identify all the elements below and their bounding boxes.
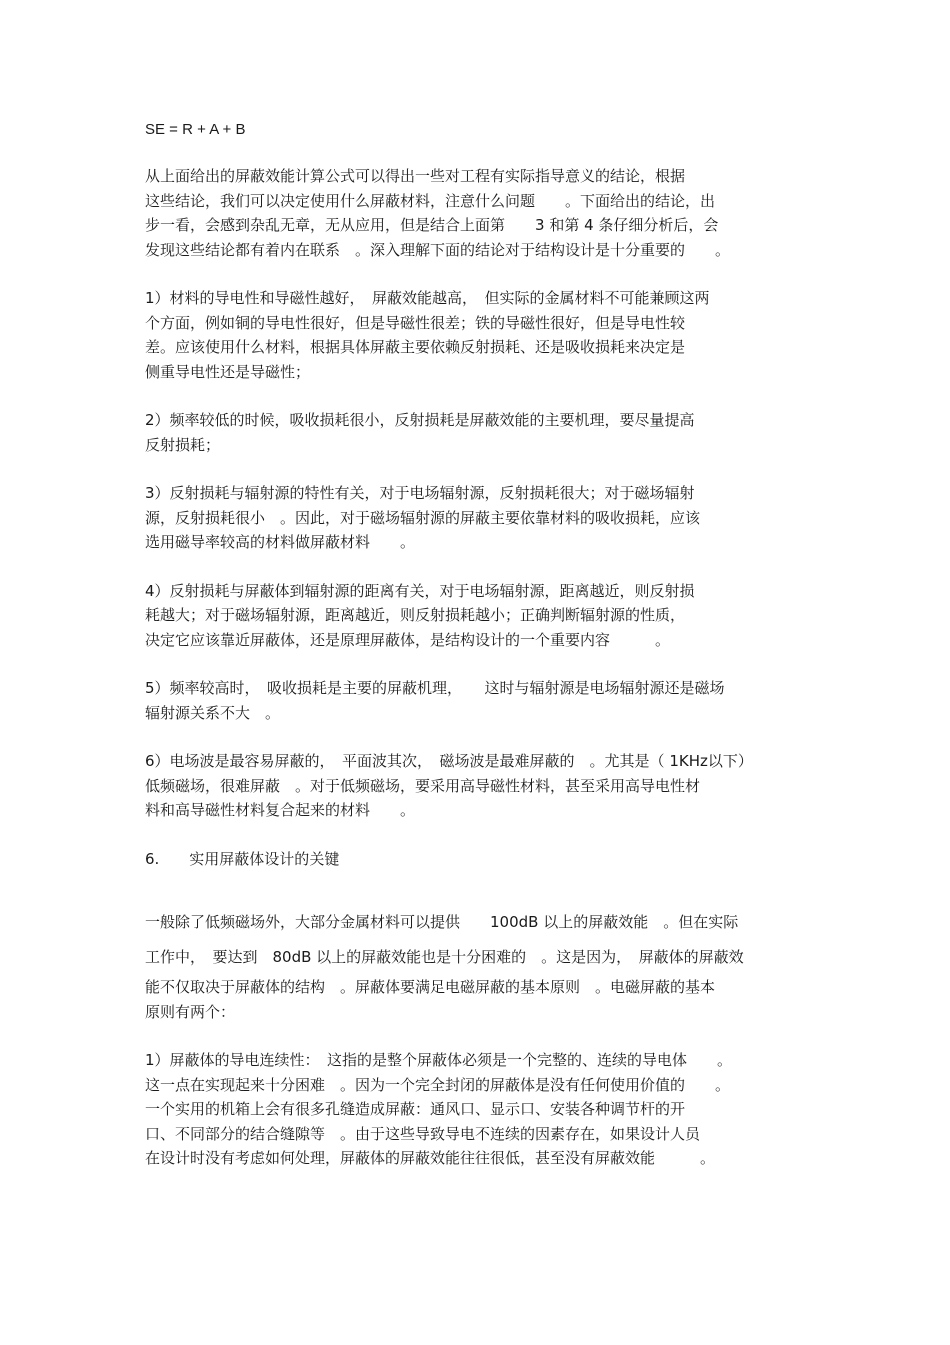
text-line: 原则有两个： — [145, 1002, 236, 1021]
conclusion-6 — [145, 749, 815, 823]
text-line: 决定它应该靠近屏蔽体，还是原理屏蔽体，是结构设计的一个重要内容 。 — [145, 630, 671, 649]
text-line: 4）反射损耗与屏蔽体到辐射源的距离有关，对于电场辐射源，距离越近，则反射损 — [145, 581, 695, 600]
text-line: 个方面，例如铜的导电性很好，但是导磁性很差；铁的导磁性很好，但是导电性较 — [145, 313, 686, 332]
section-heading: 6. 实用屏蔽体设计的关键 — [145, 849, 340, 868]
text-line: 耗越大；对于磁场辐射源，距离越近，则反射损耗越小；正确判断辐射源的性质， — [145, 606, 686, 624]
section-body-paragraph — [145, 905, 815, 1024]
text-line: 差。应该使用什么材料，根据具体屏蔽主要依赖反射损耗、还是吸收损耗来决定是 — [145, 338, 686, 356]
conclusion-4 — [145, 579, 815, 653]
text-line: 1）材料的导电性和导磁性越好， 屏蔽效能越高， 但实际的金属材料不可能兼顾这两 — [145, 289, 710, 307]
conclusion-1 — [145, 286, 815, 384]
text-line: 发现这些结论都有着内在联系 。深入理解下面的结论对于结构设计是十分重要的 。 — [145, 240, 731, 259]
text-line: 低频磁场，很难屏蔽 。对于低频磁场，要采用高导磁性材料，甚至采用高导电性材 — [145, 776, 701, 795]
conclusion-3 — [145, 481, 815, 555]
conclusion-2 — [145, 408, 815, 457]
text-line: 能不仅取决于屏蔽体的结构 。屏蔽体要满足电磁屏蔽的基本原则 。电磁屏蔽的基本 — [145, 978, 716, 996]
text-line: 口、不同部分的结合缝隙等 。由于这些导致导电不连续的因素存在，如果设计人员 — [145, 1124, 701, 1143]
text-line: 3）反射损耗与辐射源的特性有关，对于电场辐射源，反射损耗很大；对于磁场辐射 — [145, 484, 695, 502]
text-line: 选用磁导率较高的材料做屏蔽材料 。 — [145, 533, 416, 551]
text-line: 从上面给出的屏蔽效能计算公式可以得出一些对工程有实际指导意义的结论，根据 — [145, 167, 686, 185]
text-line: 6）电场波是最容易屏蔽的， 平面波其次， 磁场波是最难屏蔽的 。尤其是（ 1KHz以下） — [145, 752, 753, 770]
text-line: 反射损耗； — [145, 435, 221, 454]
principle-1-paragraph — [145, 1048, 815, 1171]
text-line: 5）频率较高时， 吸收损耗是主要的屏蔽机理， 这时与辐射源是电场辐射源还是磁场 — [145, 679, 725, 697]
text-line: 侧重导电性还是导磁性； — [145, 362, 311, 381]
text-line: 一般除了低频磁场外，大部分金属材料可以提供 100dB 以上的屏蔽效能 。但在实际 — [145, 913, 739, 931]
conclusion-5 — [145, 676, 815, 725]
intro-paragraph — [145, 164, 815, 262]
document-body — [145, 118, 815, 1195]
text-line: 1）屏蔽体的导电连续性： 这指的是整个屏蔽体必须是一个完整的、连续的导电体 。 — [145, 1051, 733, 1069]
text-line: 一个实用的机箱上会有很多孔缝造成屏蔽：通风口、显示口、安装各种调节杆的开 — [145, 1100, 686, 1118]
text-line: 源，反射损耗很小 。因此，对于磁场辐射源的屏蔽主要依靠材料的吸收损耗，应该 — [145, 508, 701, 527]
text-line: 工作中， 要达到 80dB 以上的屏蔽效能也是十分困难的 。这是因为， 屏蔽体的屏蔽效 — [145, 948, 744, 966]
text-line: 这一点在实现起来十分困难 。因为一个完全封闭的屏蔽体是没有任何使用价值的 。 — [145, 1075, 731, 1094]
text-line: 在设计时没有考虑如何处理，屏蔽体的屏蔽效能往往很低，甚至没有屏蔽效能 。 — [145, 1149, 716, 1167]
text-line: 料和高导磁性材料复合起来的材料 。 — [145, 801, 416, 819]
text-line: 2）频率较低的时候，吸收损耗很小，反射损耗是屏蔽效能的主要机理，要尽量提高 — [145, 411, 695, 429]
text-line: 步一看，会感到杂乱无章，无从应用，但是结合上面第 3 和第 4 条仔细分析后，会 — [145, 216, 719, 234]
text-line: 辐射源关系不大 。 — [145, 703, 281, 722]
se-formula: SE = R + A + B — [145, 121, 246, 138]
text-line: 这些结论，我们可以决定使用什么屏蔽材料，注意什么问题 。下面给出的结论，出 — [145, 191, 716, 210]
